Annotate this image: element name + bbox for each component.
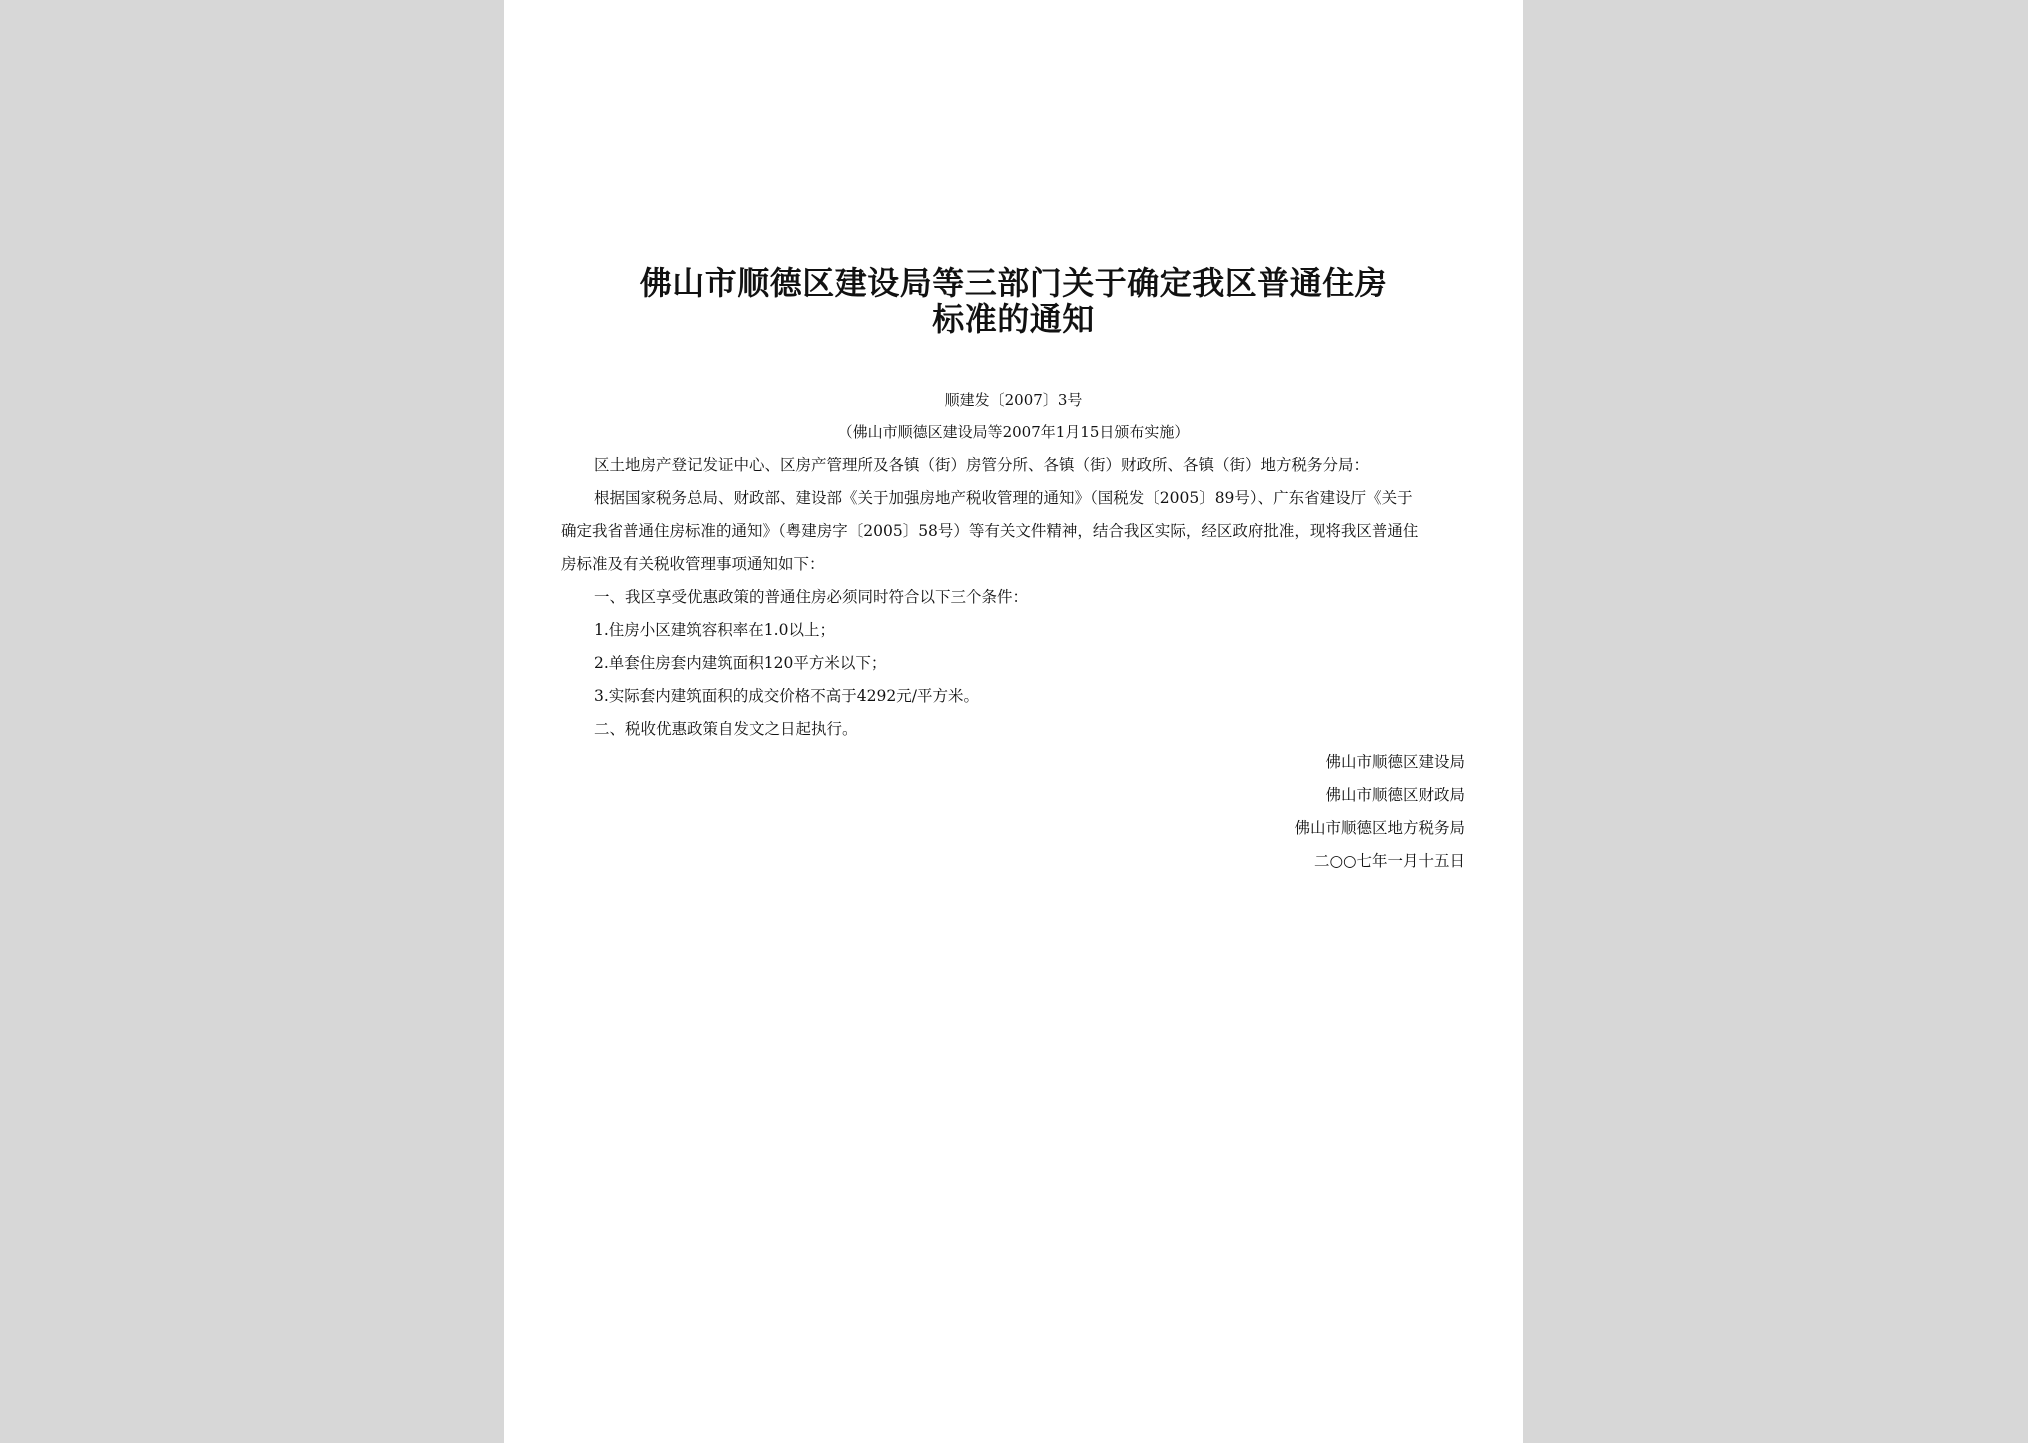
issued-note: （佛山市顺德区建设局等2007年1月15日颁布实施）	[837, 423, 1190, 441]
signatory-3: 佛山市顺德区地方税务局	[1294, 819, 1465, 837]
signatory-1: 佛山市顺德区建设局	[1325, 753, 1465, 771]
item-1-heading: 一、我区享受优惠政策的普通住房必须同时符合以下三个条件：	[594, 588, 1029, 606]
paragraph-line-2: 确定我省普通住房标准的通知》（粤建房字〔2005〕58号）等有关文件精神，结合我区实际，经区政府批准，现将我区普通住	[561, 522, 1419, 540]
condition-3: 3.实际套内建筑面积的成交价格不高于4292元/平方米。	[594, 687, 979, 705]
signatory-2: 佛山市顺德区财政局	[1325, 786, 1465, 804]
document-date: 二○○七年一月十五日	[1313, 852, 1465, 870]
paragraph-line-3: 房标准及有关税收管理事项通知如下：	[561, 555, 825, 573]
document-title-line-2: 标准的通知	[932, 300, 1095, 338]
item-2: 二、税收优惠政策自发文之日起执行。	[594, 720, 858, 738]
document-number: 顺建发〔2007〕3号	[944, 391, 1083, 409]
addressee: 区土地房产登记发证中心、区房产管理所及各镇（街）房管分所、各镇（街）财政所、各镇（街）地方税务分局：	[594, 456, 1370, 474]
document-title-line-1: 佛山市顺德区建设局等三部门关于确定我区普通住房	[639, 264, 1388, 302]
condition-2: 2.单套住房套内建筑面积120平方米以下；	[594, 654, 887, 672]
document-page	[504, 0, 1523, 1443]
paragraph-line-1: 根据国家税务总局、财政部、建设部《关于加强房地产税收管理的通知》（国税发〔2005〕89号）、广东省建设厅《关于	[594, 489, 1413, 507]
condition-1: 1.住房小区建筑容积率在1.0以上；	[594, 621, 835, 639]
